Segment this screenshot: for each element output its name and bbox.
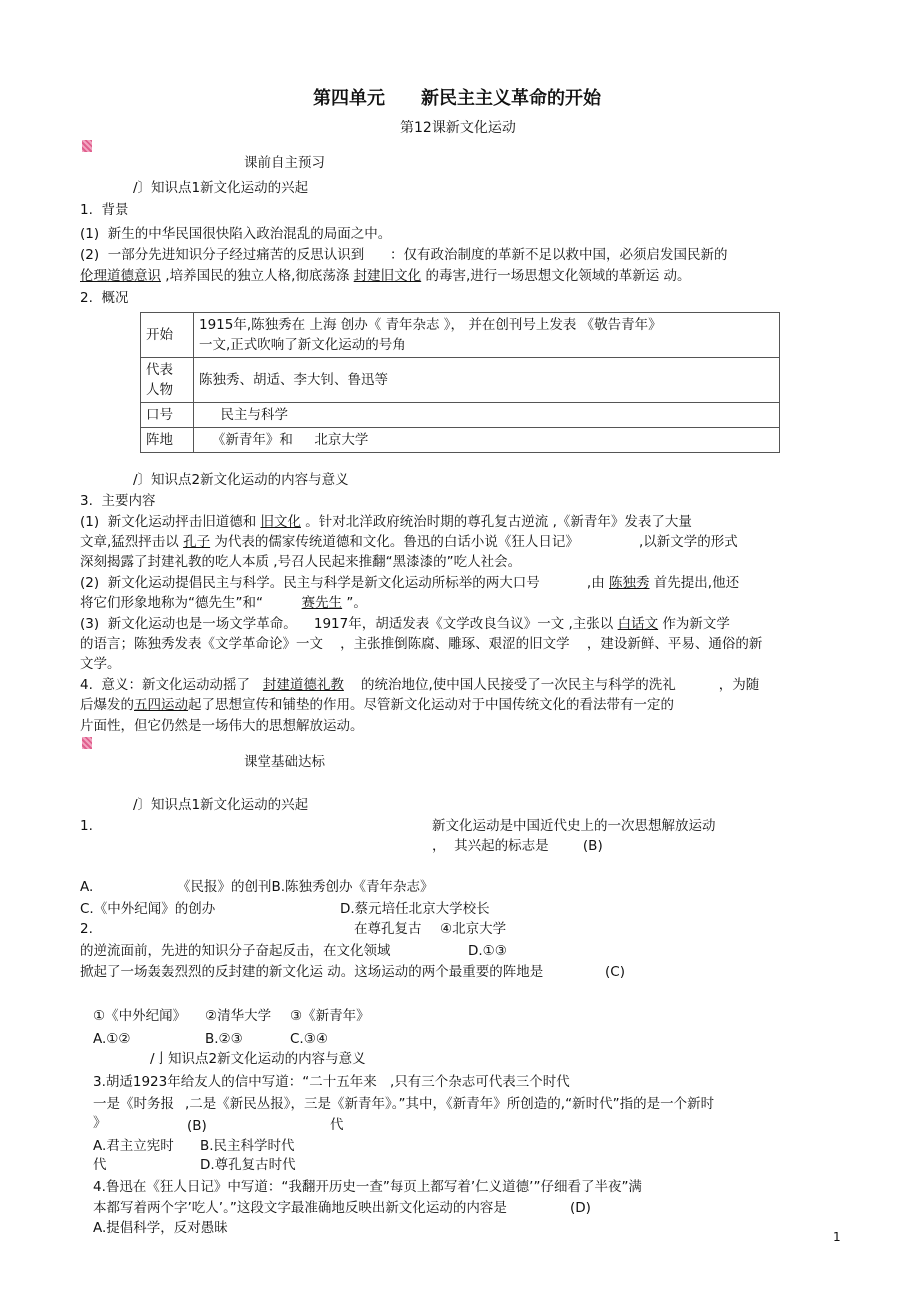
text-line — [80, 615, 730, 633]
text-line — [80, 635, 762, 653]
text-line — [80, 201, 128, 219]
text-segment: /亅知识点2新文化运动的内容与意义 — [150, 1051, 366, 1067]
text-segment: 后爆发的 — [80, 697, 134, 713]
text-segment: (2) 新文化运动提倡民主与科学。民主与科学是新文化运动所标举的两大口号 ,由 — [80, 575, 609, 591]
text-line — [177, 878, 434, 896]
text-line — [605, 963, 625, 981]
text-line — [80, 878, 93, 896]
text-segment: A.君主立宪时 — [93, 1138, 174, 1154]
text-line — [93, 1114, 107, 1132]
text-segment: /〕知识点2新文化运动的内容与意义 — [133, 472, 349, 488]
text-segment: A.提倡科学，反对愚昧 — [93, 1220, 228, 1236]
text-segment: D.①③ — [468, 943, 507, 959]
text-segment: 的语言；陈独秀发表《文学革命论》一文 ，主张推倒陈腐、雕琢、艰涩的旧文学 ，建设新鲜、平易、通俗的新 — [80, 636, 763, 652]
text-line — [80, 696, 674, 714]
text-line — [468, 942, 507, 960]
text-segment: 1. — [80, 818, 93, 834]
table-row — [141, 358, 780, 403]
text-segment: 2. — [80, 921, 93, 937]
text-segment: 的毒害,进行一场思想文化领域的革新运 动。 — [421, 268, 691, 284]
text-line — [93, 1199, 507, 1217]
text-segment: 》 — [93, 1115, 107, 1131]
text-line — [244, 753, 325, 771]
text-segment: ,二是《新民丛报》，三是《新青年》。”其中，《新青年》所创造的,“新时代”指的是一个新时 — [185, 1096, 715, 1112]
text-line — [80, 655, 121, 673]
text-segment: D.尊孔复古时代 — [200, 1157, 296, 1173]
text-segment: (1) 新文化运动抨击旧道德和 — [80, 514, 261, 530]
text-segment: 。针对北洋政府统治时期的尊孔复古逆流 ,《新青年》发表了大量 — [301, 514, 692, 530]
overview-table — [140, 312, 780, 453]
text-line — [80, 920, 93, 938]
text-segment: 文学。 — [80, 656, 121, 672]
row-value: 《新青年》和 北京大学 — [194, 428, 780, 453]
text-line — [80, 492, 155, 510]
text-segment: B.民主科学时代 — [200, 1138, 295, 1154]
row-value: 民主与科学 — [194, 403, 780, 428]
row-key: 开始 — [141, 313, 194, 358]
text-segment: C.③④ — [290, 1031, 328, 1047]
text-line — [244, 154, 325, 172]
text-segment: B.②③ — [205, 1031, 243, 1047]
text-line — [187, 1117, 207, 1135]
text-line — [80, 574, 739, 592]
text-line — [80, 246, 727, 264]
text-line — [390, 1073, 570, 1091]
text-line — [432, 837, 603, 855]
text-segment: D.蔡元培任北京大学校长 — [340, 901, 490, 917]
text-segment: 深刻揭露了封建礼教的吃人本质 ,号召人民起来推翻“黑漆漆的”吃人社会。 — [80, 554, 522, 570]
text-line — [80, 676, 759, 694]
text-segment: ,只有三个杂志可代表三个时代 — [390, 1074, 570, 1090]
text-segment: 课堂基础达标 — [244, 754, 325, 770]
text-line — [80, 900, 215, 918]
text-line — [93, 1095, 174, 1113]
text-line — [93, 1073, 377, 1091]
text-segment: 本都写着两个字’吃人’。”这段文字最准确地反映出新文化运动的内容是 — [93, 1200, 507, 1216]
text-segment: (D) — [570, 1200, 591, 1216]
text-line — [205, 1007, 271, 1025]
text-segment: 2. 概况 — [80, 290, 129, 306]
text-segment: 首先提出,他还 — [649, 575, 740, 591]
text-line — [80, 267, 691, 285]
fill-in-answer: 封建旧文化 — [353, 268, 422, 284]
text-segment: 4. 意义：新文化运动动摇了 — [80, 677, 263, 693]
text-segment: ， 其兴起的标志是 (B) — [432, 838, 603, 854]
text-segment: ①《中外纪闻》 — [93, 1008, 187, 1024]
fill-in-answer: 赛先生 — [301, 595, 343, 611]
text-segment: 的统治地位,使中国人民接受了一次民主与科学的洗礼 ，为随 — [343, 677, 760, 693]
section-marker-icon — [82, 140, 92, 152]
text-segment: A. — [80, 879, 94, 895]
row-value: 陈独秀、胡适、李大钊、鲁迅等 — [194, 358, 780, 403]
text-segment: ②清华大学 — [205, 1008, 272, 1024]
row-value: 1915年,陈独秀在 上海 创办《 青年杂志 》， 并在创刊号上发表 《敬告青年》 一文,正式吹响了新文化运动的号角 — [194, 313, 780, 358]
fill-in-answer: 孔子 — [183, 534, 211, 550]
text-line — [133, 796, 308, 814]
text-line — [440, 920, 506, 938]
text-line — [185, 1095, 714, 1113]
text-line — [93, 1156, 107, 1174]
text-line — [80, 963, 543, 981]
text-segment: C.《中外纪闻》的创办 — [80, 901, 216, 917]
text-segment: 在尊孔复古 — [354, 921, 422, 937]
row-key: 口号 — [141, 403, 194, 428]
text-line — [80, 717, 364, 735]
text-segment: 《民报》的创刊B.陈独秀创办《青年杂志》 — [177, 879, 434, 895]
page-number: 1 — [833, 1230, 841, 1244]
text-segment: 新文化运动是中国近代史上的一次思想解放运动 — [432, 818, 716, 834]
text-line — [340, 900, 490, 918]
text-segment: 3. 主要内容 — [80, 493, 156, 509]
text-segment: 作为新文学 — [658, 616, 730, 632]
text-segment: ④北京大学 — [440, 921, 507, 937]
text-line — [290, 1007, 370, 1025]
text-line — [432, 817, 716, 835]
text-segment: 课前自主预习 — [244, 155, 325, 171]
text-segment: ,培养国民的独立人格,彻底荡涤 — [161, 268, 354, 284]
row-key: 代表 人物 — [141, 358, 194, 403]
section-marker-icon — [82, 737, 92, 749]
text-line — [80, 942, 391, 960]
text-line — [133, 179, 308, 197]
text-line — [150, 1050, 366, 1068]
text-segment: ③《新青年》 — [290, 1008, 370, 1024]
text-line — [80, 513, 692, 531]
text-segment: (C) — [605, 964, 625, 980]
text-line — [290, 1030, 328, 1048]
text-line — [93, 1178, 642, 1196]
table-row — [141, 313, 780, 358]
text-segment: (2) 一部分先进知识分子经过痛苦的反思认识到 ：仅有政治制度的革新不足以救中国，必须启发国民新的 — [80, 247, 728, 263]
table-row — [141, 428, 780, 453]
text-segment: (3) 新文化运动也是一场文学革命。 1917年，胡适发表《文学改良刍议》一文 ,主张以 — [80, 616, 618, 632]
text-segment: 1. 背景 — [80, 202, 129, 218]
text-segment: 代 — [93, 1157, 107, 1173]
text-line — [93, 1219, 228, 1237]
text-segment: ”。 — [342, 595, 367, 611]
text-segment: /〕知识点1新文化运动的兴起 — [133, 797, 309, 813]
text-segment: 一是《时务报 — [93, 1096, 174, 1112]
text-segment: 起了思想宣传和铺垫的作用。尽管新文化运动对于中国传统文化的看法带有一定的 — [188, 697, 674, 713]
text-line — [93, 1007, 186, 1025]
text-segment: 为代表的儒家传统道德和文化。鲁迅的白话小说《狂人日记》 ,以新文学的形式 — [210, 534, 738, 550]
text-segment: 的逆流面前，先进的知识分子奋起反击，在文化领域 — [80, 943, 391, 959]
text-line — [330, 1116, 344, 1134]
text-line — [80, 225, 391, 243]
text-segment: 3.胡适1923年给友人的信中写道：“二十五年来 — [93, 1074, 377, 1090]
text-segment: 4.鲁迅在《狂人日记》中写道：“我翻开历史一查”每页上都写着’仁义道德’”仔细看了半夜”满 — [93, 1179, 642, 1195]
fill-in-answer: 白话文 — [617, 616, 659, 632]
text-segment: 将它们形象地称为“德先生”和“ — [80, 595, 302, 611]
text-line — [200, 1156, 296, 1174]
text-line — [354, 920, 422, 938]
text-line — [570, 1199, 591, 1217]
text-segment: /〕知识点1新文化运动的兴起 — [133, 180, 309, 196]
fill-in-answer: 伦理道德意识 — [80, 268, 161, 284]
text-segment: 代 — [330, 1117, 344, 1133]
text-segment: 掀起了一场轰轰烈烈的反封建的新文化运 动。这场运动的两个最重要的阵地是 — [80, 964, 544, 980]
text-line — [80, 817, 93, 835]
text-line — [93, 1030, 131, 1048]
text-line — [80, 553, 521, 571]
unit-title: 第四单元 新民主主义革命的开始 — [313, 88, 601, 109]
fill-in-answer: 封建道德礼教 — [262, 677, 344, 693]
text-segment: 片面性，但它仍然是一场伟大的思想解放运动。 — [80, 718, 364, 734]
fill-in-answer: 陈独秀 — [609, 575, 650, 591]
text-line — [80, 594, 367, 612]
text-line — [133, 471, 349, 489]
text-segment: (B) — [187, 1118, 207, 1134]
text-line — [93, 1137, 174, 1155]
text-segment: A.①② — [93, 1031, 131, 1047]
row-key: 阵地 — [141, 428, 194, 453]
table-row — [141, 403, 780, 428]
text-line — [200, 1137, 295, 1155]
text-line — [80, 289, 128, 307]
text-line — [80, 533, 738, 551]
text-segment: (1) 新生的中华民国很快陷入政治混乱的局面之中。 — [80, 226, 392, 242]
lesson-title: 第12课新文化运动 — [400, 120, 516, 136]
text-line — [205, 1030, 243, 1048]
fill-in-answer: 旧文化 — [260, 514, 301, 530]
fill-in-answer: 五四运动 — [134, 697, 188, 713]
text-segment: 文章,猛烈抨击以 — [80, 534, 184, 550]
